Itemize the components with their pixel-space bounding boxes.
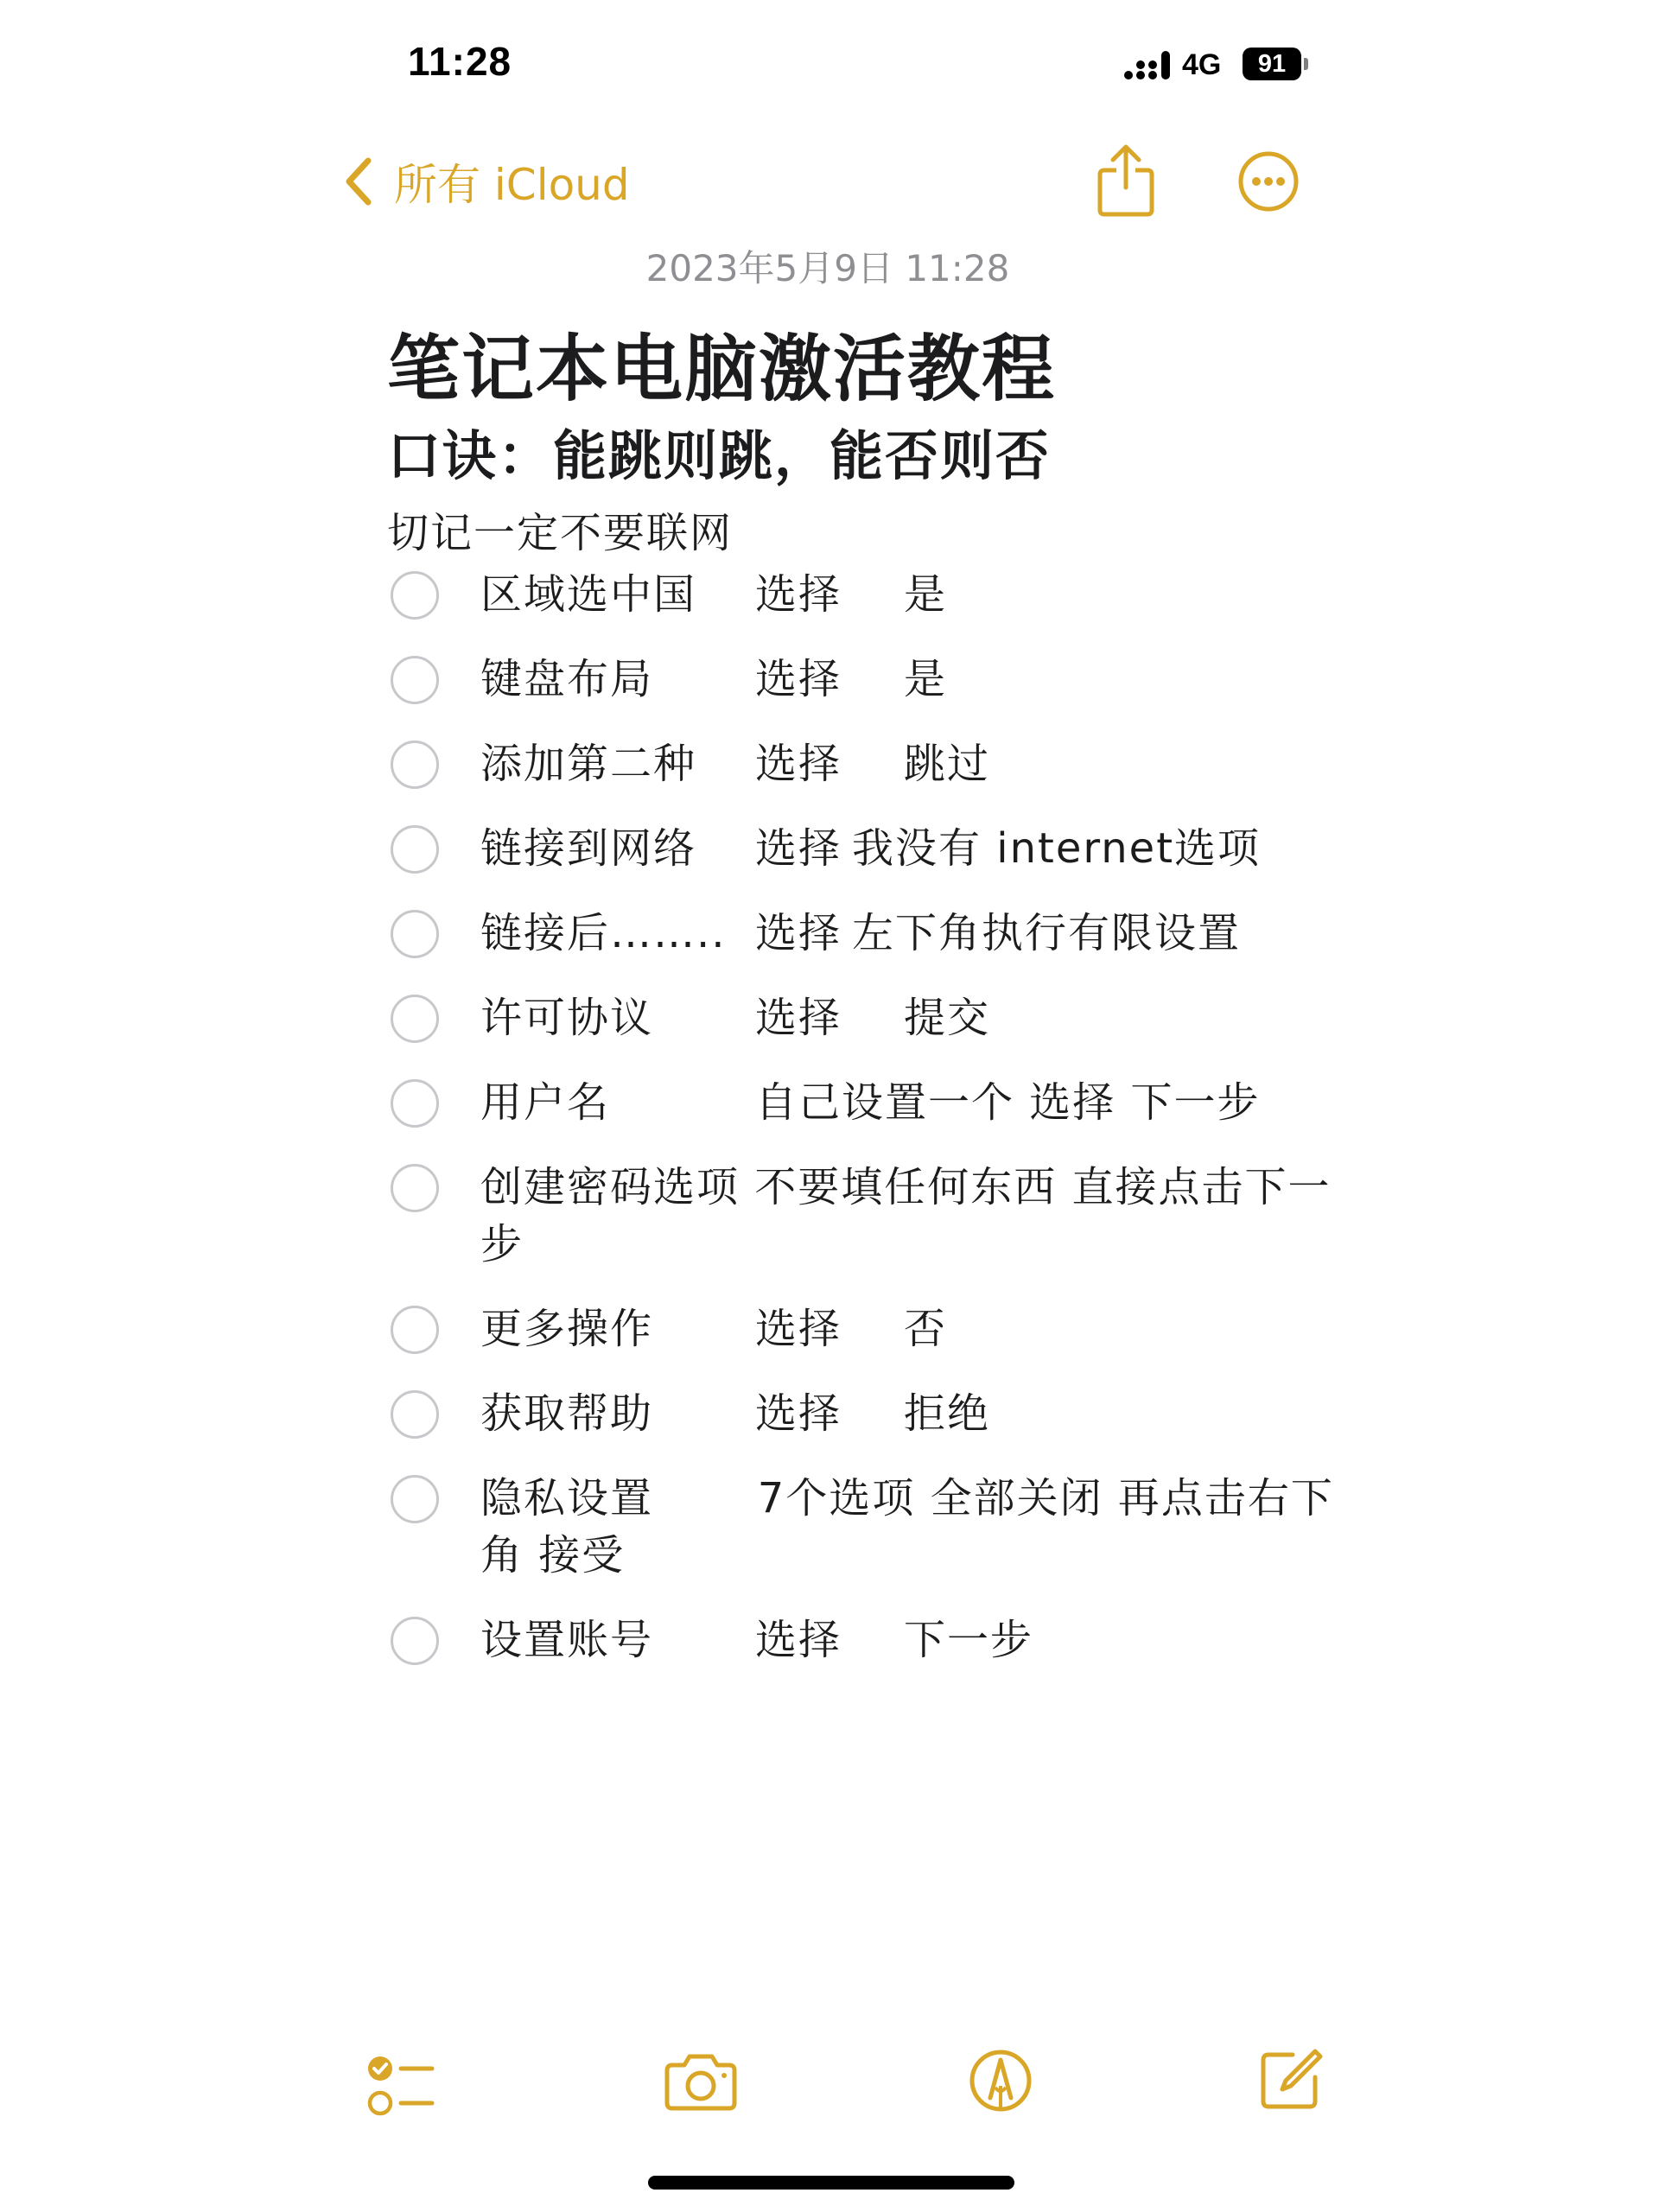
note-title[interactable]: 笔记本电脑激活教程 bbox=[387, 327, 1057, 411]
item-action: 选择 bbox=[755, 1389, 842, 1438]
item-step: 用户名 bbox=[480, 1078, 611, 1127]
item-step: 许可协议 bbox=[480, 994, 654, 1042]
item-step: 设置账号 bbox=[480, 1616, 654, 1664]
item-step: 添加第二种 bbox=[480, 740, 697, 788]
item-choice: 是 bbox=[904, 655, 948, 703]
checklist-item-text[interactable] bbox=[480, 566, 1336, 623]
back-button[interactable] bbox=[342, 147, 630, 216]
item-action: 选择 bbox=[755, 655, 842, 703]
share-icon[interactable] bbox=[1096, 143, 1156, 219]
checklist-item-text[interactable]: 创建密码选项 不要填任何东西 直接点击下一步 bbox=[480, 1163, 1332, 1268]
item-choice: 我没有 internet选项 bbox=[852, 824, 1262, 873]
checkbox-circle[interactable] bbox=[391, 1306, 439, 1354]
navigation-bar bbox=[0, 138, 1659, 225]
compose-icon[interactable] bbox=[1258, 2046, 1324, 2112]
checkbox-circle[interactable] bbox=[391, 1164, 439, 1212]
item-action: 选择 bbox=[755, 570, 842, 619]
item-step: 链接后…….. bbox=[480, 909, 727, 957]
item-action: 选择 bbox=[755, 1305, 842, 1353]
checklist-item-text[interactable] bbox=[480, 1074, 1336, 1131]
checklist-item-text[interactable] bbox=[480, 651, 1336, 708]
status-time: 11:28 bbox=[408, 39, 512, 84]
bottom-toolbar bbox=[0, 2031, 1659, 2126]
item-step: 更多操作 bbox=[480, 1305, 654, 1353]
battery-icon bbox=[1243, 45, 1308, 83]
status-bar bbox=[0, 0, 1659, 121]
item-action: 选择 bbox=[755, 994, 842, 1042]
checkbox-circle[interactable] bbox=[391, 825, 439, 874]
checkbox-circle[interactable] bbox=[391, 910, 439, 958]
item-choice: 左下角执行有限设置 bbox=[852, 909, 1242, 957]
note-text-line[interactable]: 切记一定不要联网 bbox=[387, 509, 734, 557]
item-choice: 否 bbox=[904, 1305, 948, 1353]
item-choice: 提交 bbox=[904, 994, 991, 1042]
item-choice: 拒绝 bbox=[904, 1389, 991, 1438]
ellipsis-circle-icon[interactable] bbox=[1237, 150, 1300, 213]
item-action: 选择 bbox=[755, 740, 842, 788]
item-step: 区域选中国 bbox=[480, 570, 697, 619]
home-indicator[interactable] bbox=[648, 2176, 1014, 2190]
checklist-item-text[interactable] bbox=[480, 1611, 1336, 1669]
checkbox-circle[interactable] bbox=[391, 571, 439, 620]
note-date bbox=[0, 240, 1659, 292]
item-action: 选择 bbox=[755, 909, 842, 957]
item-choice: 自己设置一个 选择 下一步 bbox=[755, 1078, 1261, 1127]
camera-icon[interactable] bbox=[664, 2051, 738, 2112]
checklist-item-text[interactable] bbox=[480, 1300, 1336, 1357]
note-heading[interactable]: 口诀：能跳则跳，能否则否 bbox=[387, 424, 1052, 487]
back-label: 所有 iCloud bbox=[394, 160, 630, 210]
item-step: 链接到网络 bbox=[480, 824, 697, 873]
checkbox-circle[interactable] bbox=[391, 1475, 439, 1523]
note-date-text: 2023年5月9日 11:28 bbox=[645, 247, 1010, 289]
checklist-item-text[interactable]: 隐私设置 7个选项 全部关闭 再点击右下角 接受 bbox=[480, 1474, 1334, 1580]
chevron-left-icon bbox=[342, 156, 375, 207]
markup-pen-icon[interactable] bbox=[968, 2048, 1033, 2113]
item-choice: 下一步 bbox=[904, 1616, 1034, 1664]
checklist-icon[interactable] bbox=[366, 2055, 435, 2119]
checkbox-circle[interactable] bbox=[391, 1079, 439, 1128]
item-choice: 跳过 bbox=[904, 740, 991, 788]
checklist-item-text[interactable] bbox=[480, 1385, 1336, 1442]
checklist-item-text[interactable] bbox=[480, 989, 1336, 1046]
checkbox-circle[interactable] bbox=[391, 741, 439, 789]
checkbox-circle[interactable] bbox=[391, 995, 439, 1043]
network-type: 4G bbox=[1182, 48, 1222, 81]
checklist-item-text[interactable] bbox=[480, 820, 1336, 877]
checkbox-circle[interactable] bbox=[391, 1617, 439, 1665]
item-choice: 是 bbox=[904, 570, 948, 619]
checkbox-circle[interactable] bbox=[391, 1390, 439, 1439]
item-action: 选择 bbox=[755, 1616, 842, 1664]
item-step: 键盘布局 bbox=[480, 655, 654, 703]
checklist-item-text[interactable] bbox=[480, 905, 1336, 962]
battery-level: 91 bbox=[1257, 50, 1287, 78]
item-step: 获取帮助 bbox=[480, 1389, 654, 1438]
item-action: 选择 bbox=[755, 824, 842, 873]
checklist-item-text[interactable] bbox=[480, 735, 1336, 792]
checkbox-circle[interactable] bbox=[391, 656, 439, 704]
cellular-signal-icon bbox=[1123, 50, 1173, 81]
